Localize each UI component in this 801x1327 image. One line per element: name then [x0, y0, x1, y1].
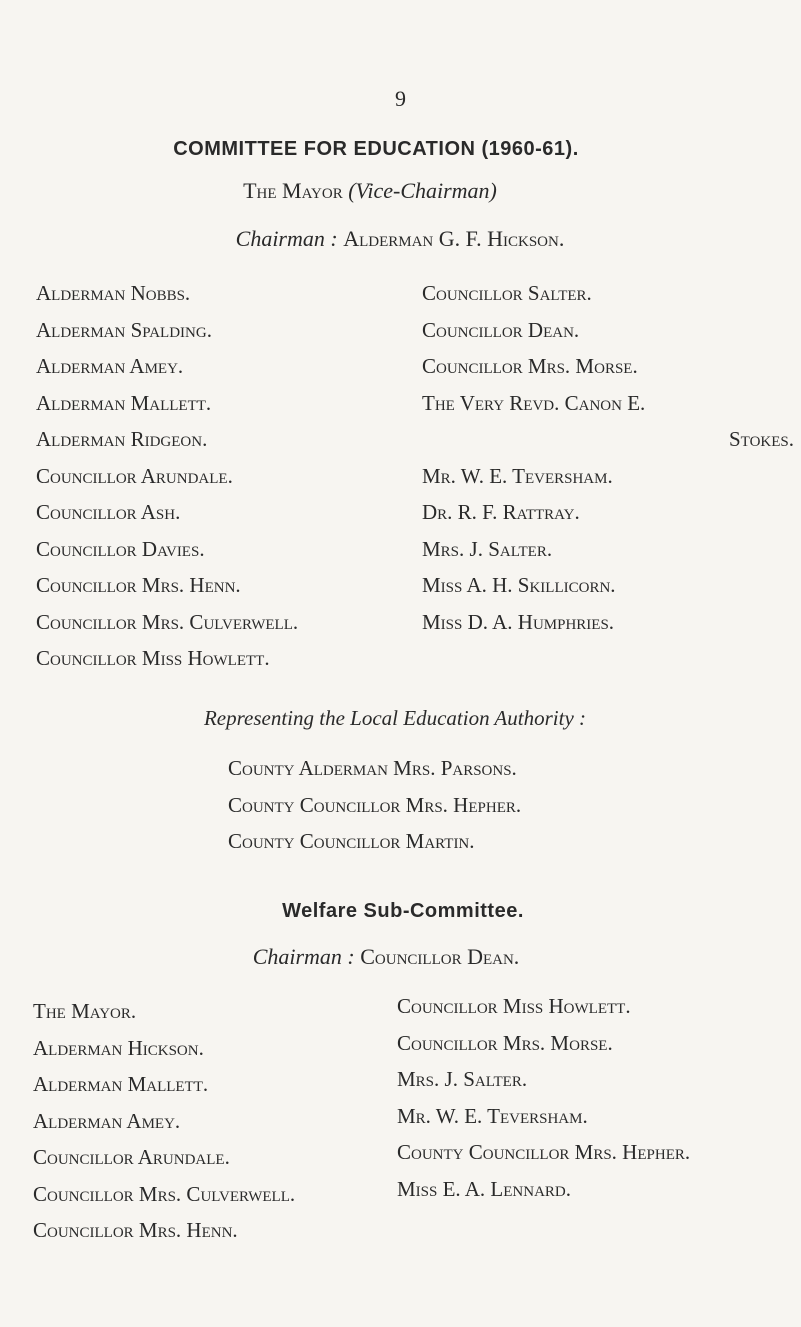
member-entry: Miss A. H. Skillicorn.: [422, 573, 616, 597]
vice-chairman-prefix: The Mayor: [243, 178, 343, 203]
vice-chairman-line: [0, 178, 740, 204]
member-entry: Mr. W. E. Teversham.: [422, 463, 613, 488]
welfare-member-entry: County Councillor Mrs. Hepher.: [397, 1140, 691, 1164]
welfare-left-column: [33, 993, 295, 1249]
main-heading: COMMITTEE FOR EDUCATION (1960-61).: [173, 138, 579, 160]
lea-heading: [0, 706, 790, 731]
member-entry: Councillor Davies.: [36, 536, 205, 561]
welfare-member-entry: Councillor Mrs. Culverwell.: [33, 1181, 296, 1206]
welfare-chairman-name: Councillor Dean.: [360, 944, 520, 969]
member-entry: Dr. R. F. Rattray.: [422, 500, 580, 524]
chairman-line: [0, 226, 800, 252]
member-entry: Councillor Miss Howlett.: [36, 646, 270, 670]
member-entry: The Very Revd. Canon E.: [422, 390, 646, 415]
welfare-member-entry: Alderman Hickson.: [33, 1035, 204, 1060]
welfare-chairman-line: [0, 944, 772, 970]
members-right-column: [422, 275, 794, 640]
member-entry: Councillor Ash.: [36, 500, 181, 524]
welfare-member-entry: Councillor Mrs. Morse.: [397, 1030, 613, 1055]
welfare-member-entry: Alderman Mallett.: [33, 1072, 209, 1096]
welfare-member-entry: Miss E. A. Lennard.: [397, 1176, 572, 1201]
member-entry: Councillor Mrs. Henn.: [36, 573, 241, 597]
welfare-member-entry: The Mayor.: [33, 999, 137, 1023]
welfare-heading: Welfare Sub-Committee.: [282, 900, 524, 922]
chairman-name: Alderman G. F. Hickson.: [343, 226, 565, 251]
welfare-member-entry: Councillor Arundale.: [33, 1145, 230, 1169]
welfare-member-entry: Councillor Mrs. Henn.: [33, 1218, 238, 1242]
member-entry: Councillor Mrs. Morse.: [422, 354, 638, 378]
lea-members-list: [228, 750, 521, 860]
vice-chairman-role: (Vice-Chairman): [348, 178, 497, 203]
welfare-chairman-label: Chairman :: [252, 944, 355, 969]
welfare-right-column: [397, 988, 690, 1207]
member-entry: Stokes.: [729, 427, 794, 451]
welfare-member-entry: Councillor Miss Howlett.: [397, 994, 631, 1018]
member-entry: Alderman Mallett.: [36, 390, 212, 415]
welfare-member-entry: Alderman Amey.: [33, 1108, 181, 1133]
member-entry: Alderman Amey.: [36, 354, 184, 378]
member-entry: Councillor Dean.: [422, 317, 580, 342]
lea-heading-text: Representing the Local Education Authority :: [203, 706, 587, 730]
lea-member-entry: County Councillor Mrs. Hepher.: [228, 792, 522, 817]
member-entry: Councillor Arundale.: [36, 463, 233, 488]
lea-member-entry: County Alderman Mrs. Parsons.: [228, 756, 517, 780]
member-entry: Councillor Mrs. Culverwell.: [36, 609, 299, 634]
member-entry: Miss D. A. Humphries.: [422, 609, 615, 634]
welfare-member-entry: Mrs. J. Salter.: [397, 1067, 528, 1091]
welfare-member-entry: Mr. W. E. Teversham.: [397, 1103, 588, 1128]
member-entry: Councillor Salter.: [422, 281, 592, 305]
member-entry: Mrs. J. Salter.: [422, 536, 553, 561]
members-left-column: [36, 275, 298, 677]
member-entry: Alderman Ridgeon.: [36, 427, 208, 451]
lea-member-entry: County Councillor Martin.: [228, 829, 475, 853]
member-entry: Alderman Nobbs.: [36, 281, 191, 305]
page-number: 9: [395, 86, 406, 111]
chairman-label: Chairman :: [235, 226, 338, 251]
member-entry: Alderman Spalding.: [36, 317, 212, 342]
